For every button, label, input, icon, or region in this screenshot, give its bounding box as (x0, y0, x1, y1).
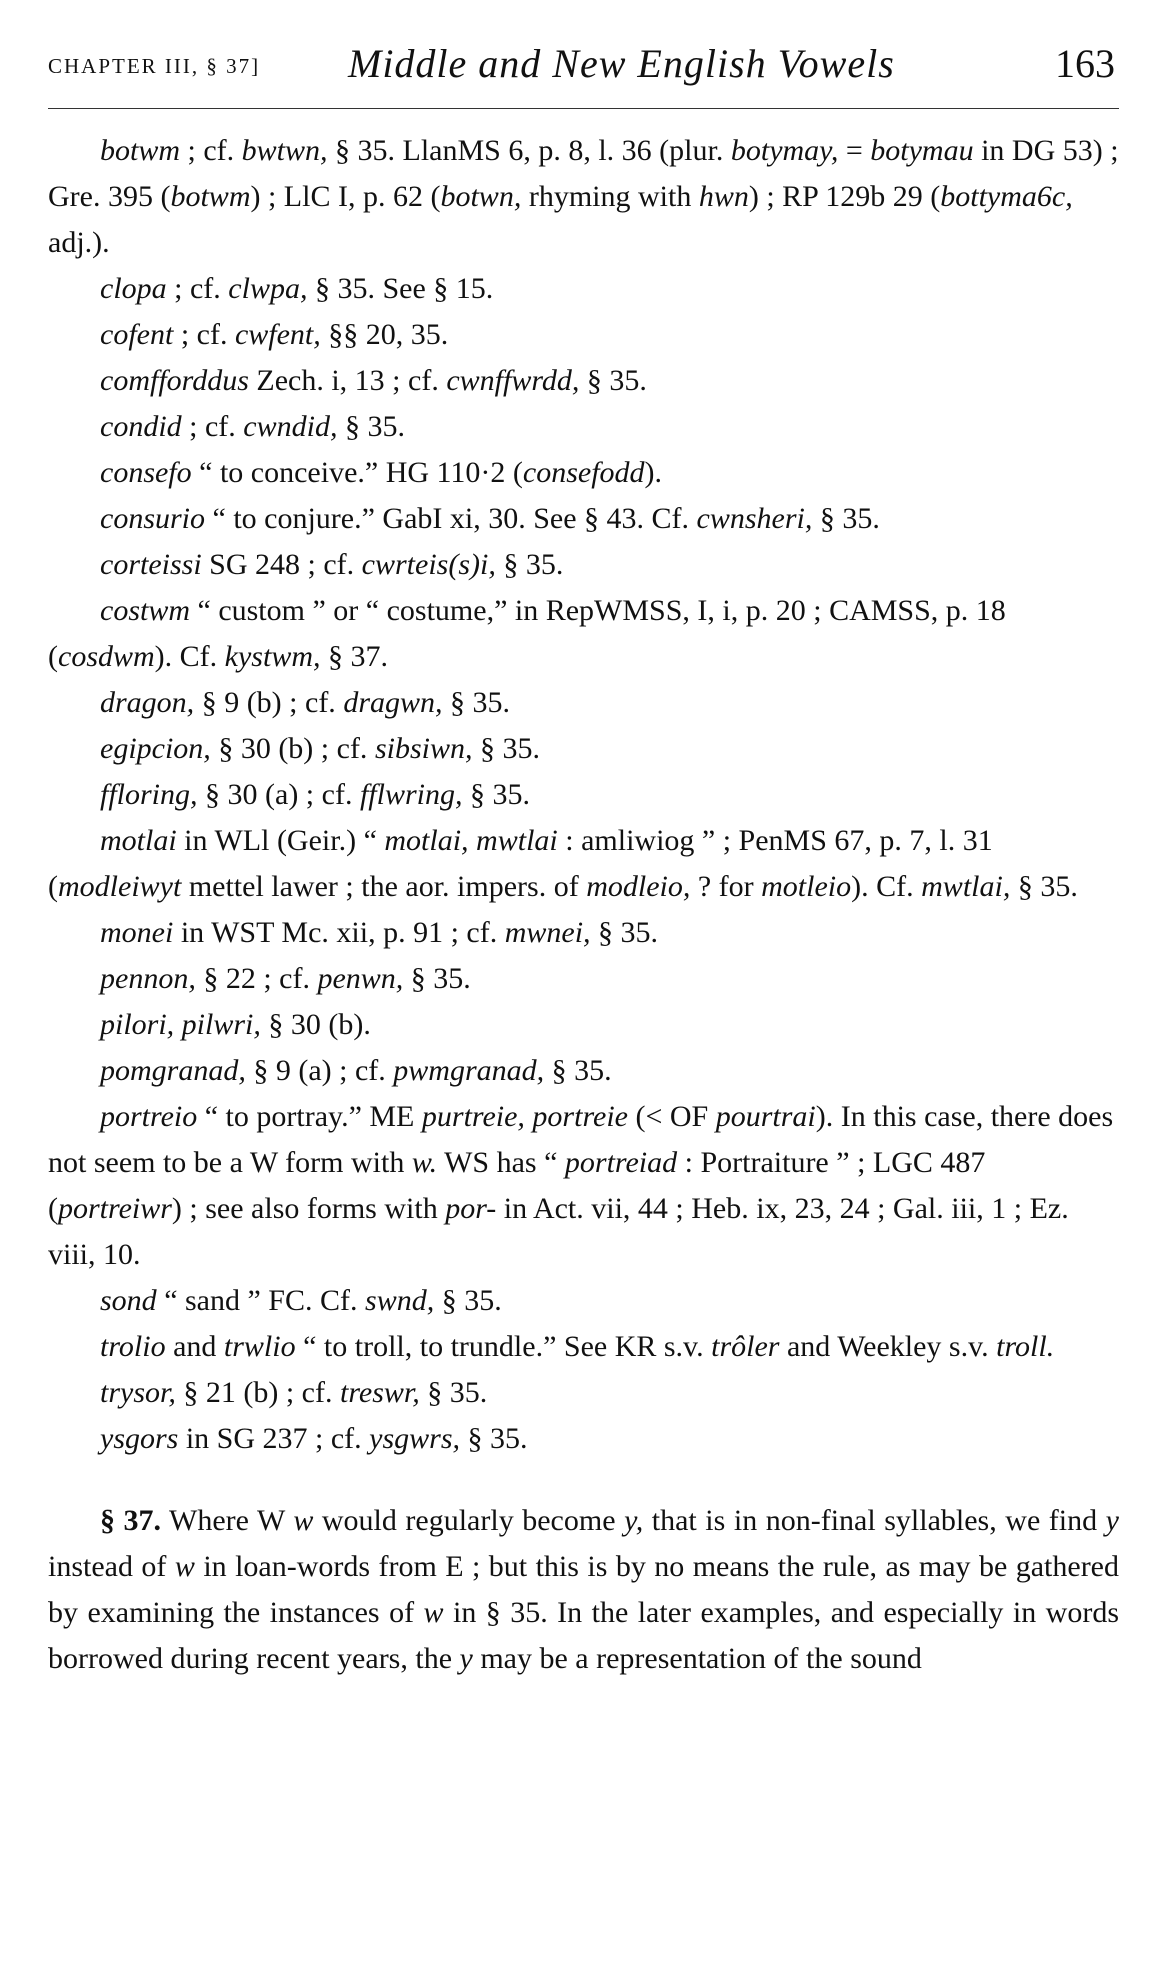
text-run: § 35. (812, 502, 880, 535)
text-run: ; cf. (181, 410, 244, 443)
italic-term: clwpa, (228, 272, 308, 305)
text-run: § 9 (b) ; cf. (194, 686, 344, 719)
italic-term: modleio, (586, 870, 691, 903)
italic-term: pennon, (100, 962, 196, 995)
section-number: § 37. (100, 1504, 162, 1537)
text-run: “ to portray.” ME (197, 1100, 422, 1133)
entry-list (48, 128, 1119, 1462)
text-run: SG 248 ; cf. (201, 548, 362, 581)
text-run: § 30 (a) ; cf. (197, 778, 360, 811)
italic-term: modleiwyt (58, 870, 182, 903)
glossary-entry (48, 128, 1119, 266)
text-run: § 35. See § 15. (307, 272, 494, 305)
text-run: § 35. (1010, 870, 1078, 903)
text-run: § 35. (442, 686, 510, 719)
italic-term: mwnei, (504, 916, 591, 949)
italic-term: troll. (996, 1330, 1055, 1363)
italic-term: y (1105, 1504, 1119, 1537)
glossary-entry (48, 956, 1119, 1002)
italic-term: swnd, (365, 1284, 435, 1317)
glossary-entry (48, 266, 1119, 312)
italic-term: w. (411, 1146, 438, 1179)
text-run: § 35. (419, 1376, 488, 1409)
text-run: in WST Mc. xii, p. 91 ; cf. (173, 916, 505, 949)
italic-term: y (459, 1642, 473, 1675)
text-run: ). Cf. (154, 640, 225, 673)
italic-term: botwn, (440, 180, 522, 213)
italic-term: y, (624, 1504, 644, 1537)
text-run: rhyming with (521, 180, 699, 213)
text-run: § 35. (403, 962, 471, 995)
text-run: ) ; LlC I, p. 62 ( (250, 180, 441, 213)
italic-term: botwm (170, 180, 251, 213)
italic-term: penwn, (317, 962, 404, 995)
text-run: “ custom ” or “ costume,” in RepWMSS, I, i, p. 20 ; CAMSS, p. 18 ( (48, 594, 1006, 673)
italic-term: cofent (100, 318, 174, 351)
italic-term: ysgors (100, 1422, 179, 1455)
glossary-entry (48, 404, 1119, 450)
italic-term: trolio (100, 1330, 166, 1363)
italic-term: trysor, (100, 1376, 176, 1409)
text-run: ). Cf. (851, 870, 922, 903)
text-run: § 35. LlanMS 6, p. 8, l. 36 (plur. (327, 134, 731, 167)
italic-term: sibsiwn, (374, 732, 473, 765)
italic-term: pilori, pilwri, (100, 1008, 261, 1041)
text-run: § 30 (b). (260, 1008, 371, 1041)
italic-term: motlai, mwtlai (384, 824, 558, 857)
text-run: adj.). (48, 226, 110, 259)
text-run: § 35. (472, 732, 540, 765)
text-run: “ to conjure.” GabI xi, 30. See § 43. Cf. (205, 502, 697, 535)
text-run: § 35. (434, 1284, 502, 1317)
text-run: § 35. (579, 364, 647, 397)
page-number: 163 (1055, 41, 1115, 86)
italic-term: w (423, 1596, 444, 1629)
text-run: § 37. (320, 640, 388, 673)
glossary-entry (48, 1278, 1119, 1324)
running-header (48, 36, 1115, 100)
text-run: “ to conceive.” HG 110·2 ( (191, 456, 523, 489)
text-run: would regularly become (313, 1504, 625, 1537)
text-run: instead of (48, 1550, 175, 1583)
italic-term: portreio (100, 1100, 198, 1133)
italic-term: por- (445, 1192, 497, 1225)
italic-term: hwn (698, 180, 749, 213)
text-run: = (838, 134, 871, 167)
italic-term: treswr, (339, 1376, 420, 1409)
text-run: ; cf. (180, 134, 242, 167)
italic-term: kystwm, (224, 640, 321, 673)
italic-term: purtreie, portreie (421, 1100, 628, 1133)
italic-term: pwmgranad, (393, 1054, 545, 1087)
glossary-entry (48, 312, 1119, 358)
italic-term: bottyma6c, (940, 180, 1073, 213)
glossary-entry (48, 1324, 1119, 1370)
text-run: and (165, 1330, 224, 1363)
text-run: § 35. (337, 410, 405, 443)
italic-term: condid (100, 410, 182, 443)
glossary-entry (48, 358, 1119, 404)
text-run: § 21 (b) ; cf. (175, 1376, 340, 1409)
italic-term: clopa (100, 272, 167, 305)
section-37-paragraph (48, 1498, 1119, 1682)
text-run: § 35. (495, 548, 564, 581)
text-run: WS has “ (437, 1146, 565, 1179)
running-title: Middle and New English Vowels (348, 41, 895, 86)
text-run: ; cf. (173, 318, 235, 351)
glossary-entry (48, 542, 1119, 588)
italic-term: cwnffwrdd, (446, 364, 580, 397)
italic-term: cwndid, (243, 410, 338, 443)
italic-term: dragon, (100, 686, 195, 719)
italic-term: w (293, 1504, 314, 1537)
text-run: § 35. (544, 1054, 612, 1087)
italic-term: cwnsheri, (696, 502, 813, 535)
glossary-entry (48, 588, 1119, 680)
chapter-reference: CHAPTER III, § 37] (48, 54, 261, 78)
italic-term: ysgwrs, (369, 1422, 461, 1455)
italic-term: mwtlai, (921, 870, 1011, 903)
italic-term: portreiad (564, 1146, 678, 1179)
italic-term: pomgranad, (100, 1054, 246, 1087)
text-run: Where W (161, 1504, 294, 1537)
italic-term: sond (100, 1284, 157, 1317)
italic-term: cwfent, (234, 318, 321, 351)
text-run: in Act. vii, 44 ; Heb. ix, 23, 24 ; Gal. iii, 1 ; Ez. viii, 10. (48, 1192, 1069, 1271)
text-run: ) ; RP 129b 29 ( (748, 180, 941, 213)
text-run: may be a representation of the sound (472, 1642, 922, 1675)
text-run: § 22 ; cf. (195, 962, 318, 995)
text-run: ). (644, 456, 663, 489)
text-run: ; cf. (166, 272, 229, 305)
text-run: ? for (690, 870, 762, 903)
text-run: ) ; see also forms with (171, 1192, 446, 1225)
glossary-entry (48, 1416, 1119, 1462)
text-run: that is in non-final syllables, we find (643, 1504, 1106, 1537)
text-run: “ sand ” FC. Cf. (156, 1284, 366, 1317)
glossary-entry (48, 1048, 1119, 1094)
text-run: “ to troll, to trundle.” See KR s.v. (295, 1330, 712, 1363)
italic-term: botymay, (730, 134, 839, 167)
text-run: Zech. i, 13 ; cf. (248, 364, 447, 397)
text-run: : amliwiog ” ; PenMS 67, p. 7, l. 31 ( (48, 824, 993, 903)
italic-term: cwrteis(s)i, (361, 548, 496, 581)
italic-term: dragwn, (343, 686, 443, 719)
text-run: in § 35. In the later examples, and especially in words borrowed during recent years, the (48, 1596, 1119, 1675)
page-body (48, 128, 1119, 1682)
italic-term: consefo (100, 456, 192, 489)
italic-term: consefodd (522, 456, 645, 489)
text-run: in DG 53) ; Gre. 395 ( (48, 134, 1119, 213)
italic-term: corteissi (100, 548, 202, 581)
text-run: and Weekley s.v. (779, 1330, 997, 1363)
glossary-entry (48, 910, 1119, 956)
glossary-entry (48, 450, 1119, 496)
glossary-entry (48, 1370, 1119, 1416)
italic-term: motleio (761, 870, 852, 903)
text-run: §§ 20, 35. (320, 318, 449, 351)
glossary-entry (48, 818, 1119, 910)
text-run: (< OF (627, 1100, 716, 1133)
italic-term: fflwring, (359, 778, 463, 811)
glossary-entry (48, 1002, 1119, 1048)
text-run: : Portraiture ” ; LGC 487 ( (48, 1146, 986, 1225)
text-run: § 30 (b) ; cf. (210, 732, 375, 765)
italic-term: w (174, 1550, 195, 1583)
glossary-entry (48, 726, 1119, 772)
text-run: mettel lawer ; the aor. impers. of (181, 870, 587, 903)
glossary-entry (48, 1094, 1119, 1278)
header-rule (48, 108, 1119, 109)
glossary-entry (48, 496, 1119, 542)
italic-term: botymau (870, 134, 974, 167)
text-run: § 9 (a) ; cf. (245, 1054, 394, 1087)
italic-term: portreiwr (58, 1192, 172, 1225)
italic-term: costwm (100, 594, 190, 627)
italic-term: motlai (100, 824, 177, 857)
italic-term: bwtwn, (241, 134, 328, 167)
italic-term: cosdwm (58, 640, 155, 673)
text-run: in SG 237 ; cf. (178, 1422, 370, 1455)
italic-term: ffloring, (100, 778, 198, 811)
text-run: in loan-words from E ; but this is by no means the rule, as may be gathered by examining the instances of (48, 1550, 1119, 1629)
italic-term: consurio (100, 502, 205, 535)
text-run: ). In this case, there does not seem to be a W form with (48, 1100, 1114, 1179)
text-run: § 35. (460, 1422, 528, 1455)
glossary-entry (48, 772, 1119, 818)
text-run: in WLl (Geir.) “ (176, 824, 385, 857)
italic-term: pourtrai (715, 1100, 816, 1133)
text-run: § 35. (462, 778, 530, 811)
italic-term: monei (100, 916, 174, 949)
italic-term: egipcion, (100, 732, 211, 765)
italic-term: trwlio (223, 1330, 296, 1363)
glossary-entry (48, 680, 1119, 726)
italic-term: comfforddus (100, 364, 249, 397)
italic-term: botwm (100, 134, 181, 167)
italic-term: trôler (711, 1330, 780, 1363)
text-run: § 35. (590, 916, 659, 949)
